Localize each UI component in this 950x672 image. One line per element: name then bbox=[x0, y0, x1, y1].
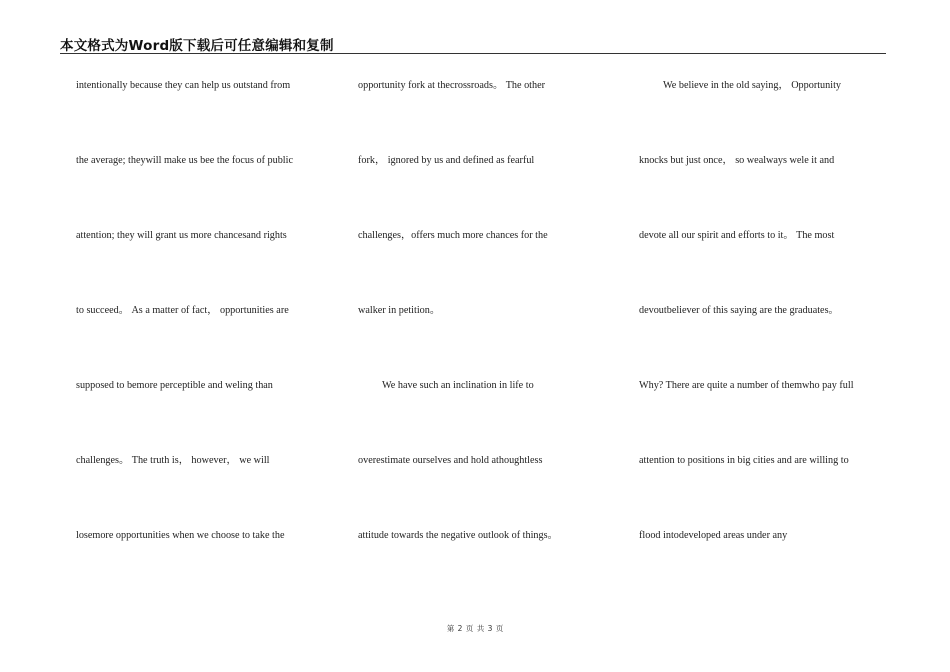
text-line: intentionally because they can help us outstand from bbox=[76, 80, 291, 91]
header-divider bbox=[60, 53, 886, 54]
text-line: attention; they will grant us more chancesand rights bbox=[76, 230, 287, 241]
page-header bbox=[60, 34, 886, 54]
paragraph-start-line: We have such an inclination in life to bbox=[382, 380, 534, 391]
text-line: attitude towards the negative outlook of things。 bbox=[358, 530, 558, 541]
text-line: opportunity fork at thecrossroads。 The other bbox=[358, 80, 546, 91]
text-line: knocks but just once， so wealways wele it and bbox=[639, 155, 835, 166]
text-line: to succeed。 As a matter of fact， opportunities are bbox=[76, 305, 289, 316]
text-line: fork， ignored by us and defined as fearful bbox=[358, 155, 535, 166]
text-line: walker in petition。 bbox=[358, 305, 441, 316]
text-line: the average; theywill make us bee the focus of public bbox=[76, 155, 293, 166]
header-title: 本文格式为Word版下载后可任意编辑和复制 bbox=[60, 38, 334, 54]
text-line: Why? There are quite a number of themwho pay full bbox=[639, 380, 854, 391]
text-line: supposed to bemore perceptible and weling than bbox=[76, 380, 273, 391]
text-line: challenges，offers much more chances for the bbox=[358, 230, 548, 241]
text-line: challenges。 The truth is， however， we will bbox=[76, 455, 270, 466]
text-line: attention to positions in big cities and are willing to bbox=[639, 455, 849, 466]
text-line: overestimate ourselves and hold athoughtless bbox=[358, 455, 543, 466]
page-number-footer: 第 2 页 共 3 页 bbox=[446, 624, 504, 633]
text-line: losemore opportunities when we choose to take the bbox=[76, 530, 285, 541]
text-line: devote all our spirit and efforts to it。 The most bbox=[639, 230, 835, 241]
text-line: devoutbeliever of this saying are the graduates。 bbox=[639, 305, 839, 316]
text-line: flood intodeveloped areas under any bbox=[639, 530, 788, 541]
paragraph-start-line: We believe in the old saying， Opportunity bbox=[663, 80, 841, 91]
